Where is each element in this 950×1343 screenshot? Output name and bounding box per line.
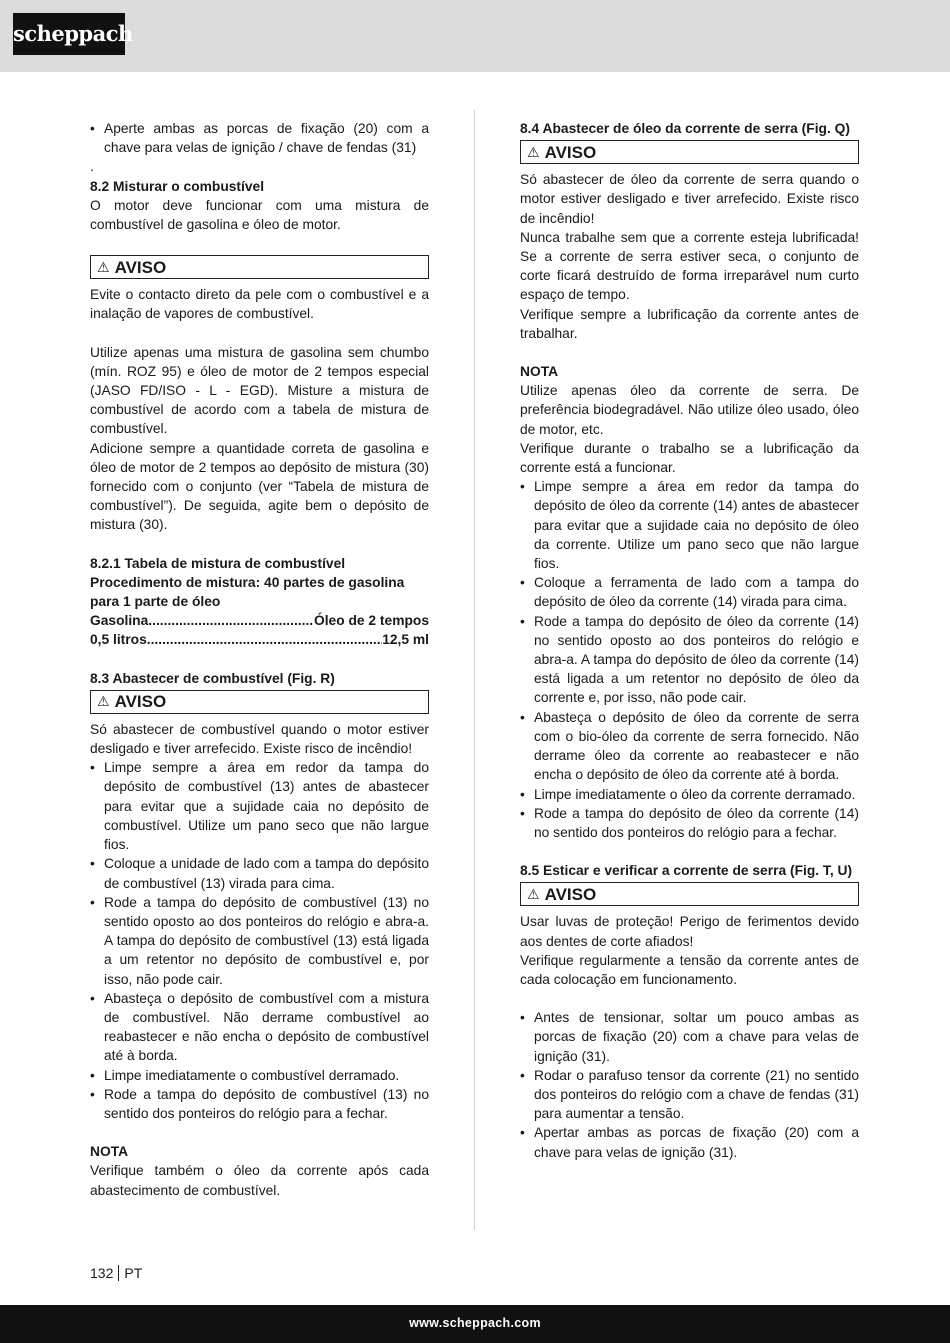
list-item: • Coloque a ferramenta de lado com a tampa do depósito de óleo da corrente (14) virada para cima.	[520, 573, 859, 611]
list-item: • Rode a tampa do depósito de combustível (13) no sentido dos ponteiros do relógio para a fechar.	[90, 1085, 429, 1123]
mixing-procedure: Procedimento de mistura: 40 partes de gasolina para 1 parte de óleo	[90, 574, 405, 610]
paragraph: Só abastecer de óleo da corrente de serra quando o motor estiver desligado e tiver arrefecido. Existe risco de incêndio!	[520, 172, 859, 226]
paragraph: Evite o contacto direto da pele com o combustível e a inalação de vapores de combustível.	[90, 287, 429, 322]
brand-logo: scheppach	[13, 13, 125, 55]
list-item: • Limpe imediatamente o combustível derramado.	[90, 1066, 429, 1085]
section-heading-8-2-1: 8.2.1 Tabela de mistura de combustível	[90, 555, 346, 571]
mix-table-row	[90, 630, 429, 649]
note-heading: NOTA	[520, 364, 559, 380]
left-column	[90, 119, 429, 1200]
section-heading-8-4: 8.4 Abastecer de óleo da corrente de serra (Fig. Q)	[520, 121, 850, 136]
footer-band	[0, 1305, 950, 1343]
list-item: • Rodar o parafuso tensor da corrente (21) no sentido dos ponteiros do relógio com a chave de fendas (31) para aumentar a tensão.	[520, 1066, 859, 1124]
language-code: PT	[124, 1265, 143, 1281]
header-band	[0, 0, 950, 72]
list-item: • Rode a tampa do depósito de óleo da corrente (14) no sentido dos ponteiros do relógio para a fechar.	[520, 804, 859, 842]
list-item: • Rode a tampa do depósito de óleo da corrente (14) no sentido oposto ao dos ponteiros do relógio e abra-a. A tampa do depósito de óleo da corrente (14) está ligada a um retentor no depósito de óleo da corrente e, por isso, não pode cair.	[520, 612, 859, 708]
list-item: • Limpe sempre a área em redor da tampa do depósito de combustível (13) antes de abastecer para evitar que a sujidade caia no depósito de combustível. Utilize um pano seco que não largue fios.	[90, 758, 429, 854]
oil-steps-list	[520, 477, 859, 842]
warning-label: AVISO	[114, 257, 167, 277]
list-item: • Rode a tampa do depósito de combustível (13) no sentido oposto ao dos ponteiros do relógio e abra-a. A tampa do depósito de combustível (13) está ligada a um retentor no depósito de combustível e, por isso, não pode cair.	[90, 893, 429, 989]
note-heading: NOTA	[90, 1144, 129, 1160]
warning-triangle-icon: ⚠	[527, 885, 540, 902]
mix-col-petrol: Gasolina	[90, 613, 149, 629]
mix-petrol-value: 0,5 litros	[90, 632, 147, 648]
paragraph: O motor deve funcionar com uma mistura de combustível de gasolina e óleo de motor.	[90, 197, 429, 233]
mix-oil-value: 12,5 ml	[382, 632, 429, 648]
warning-box	[90, 690, 429, 714]
list-item: • Limpe imediatamente o óleo da corrente derramado.	[520, 785, 859, 804]
paragraph: Usar luvas de proteção! Perigo de ferimentos devido aos dentes de corte afiados!	[520, 914, 859, 949]
column-divider	[474, 110, 475, 1230]
section-heading-8-2: 8.2 Misturar o combustível	[90, 178, 265, 194]
section-heading-8-3: 8.3 Abastecer de combustível (Fig. R)	[90, 670, 335, 686]
list-item: • Antes de tensionar, soltar um pouco ambas as porcas de fixação (20) com a chave para velas de ignição (31).	[520, 1008, 859, 1066]
warning-triangle-icon: ⚠	[527, 143, 540, 160]
warning-box	[90, 255, 429, 279]
warning-label: AVISO	[544, 142, 597, 162]
list-item: • Apertar ambas as porcas de fixação (20) com a chave para velas de ignição (31).	[520, 1123, 859, 1161]
mix-table-header	[90, 611, 429, 630]
section-heading-8-5: 8.5 Esticar e verificar a corrente de serra (Fig. T, U)	[520, 863, 853, 879]
list-item: • Limpe sempre a área em redor da tampa do depósito de óleo da corrente (14) antes de abastecer para evitar que a sujidade caia no depósito de óleo da corrente. Utilize um pano seco que não largue fios.	[520, 477, 859, 573]
paragraph: Só abastecer de combustível quando o motor estiver desligado e tiver arrefecido. Existe risco de incêndio!	[90, 721, 429, 757]
warning-box	[520, 882, 859, 906]
paragraph: Adicione sempre a quantidade correta de gasolina e óleo de motor de 2 tempos ao depósito de mistura (30) fornecido com o conjunto (ver “Tabela de mistura de combustível”). De seguida, agite bem o depósito de mistura (30).	[90, 440, 429, 533]
list-item: • Aperte ambas as porcas de fixação (20) com a chave para velas de ignição / chave de fendas (31)	[90, 119, 429, 157]
paragraph: Nunca trabalhe sem que a corrente esteja lubrificada! Se a corrente de serra estiver seca, o conjunto de corte ficará destruído de forma irreparável num curto espaço de tempo.	[520, 229, 859, 303]
warning-triangle-icon: ⚠	[97, 258, 110, 275]
fuel-steps-list	[90, 758, 429, 1123]
list-item: • Abasteça o depósito de óleo da corrente de serra com o bio-óleo da corrente de serra fornecido. Não derrame óleo da corrente ao reabastecer e não encha o depósito de óleo da corrente até à borda.	[520, 708, 859, 785]
warning-label: AVISO	[544, 884, 597, 904]
note-text: Utilize apenas óleo da corrente de serra. De preferência biodegradável. Não utilize óleo usado, óleo de motor, etc.	[520, 383, 859, 437]
page-number: 132	[90, 1265, 114, 1281]
website-link[interactable]: www.scheppach.com	[409, 1316, 541, 1330]
paragraph: Verifique regularmente a tensão da corrente antes de cada colocação em funcionamento.	[520, 952, 859, 987]
right-column	[520, 119, 859, 1162]
stray-dot: .	[90, 159, 94, 175]
warning-triangle-icon: ⚠	[97, 693, 110, 710]
note-text: Verifique durante o trabalho se a lubrificação da corrente está a funcionar.	[520, 440, 859, 476]
warning-label: AVISO	[114, 692, 167, 712]
mix-col-oil: Óleo de 2 tempos	[313, 613, 429, 629]
paragraph: Utilize apenas uma mistura de gasolina sem chumbo (mín. ROZ 95) e óleo de motor de 2 tempos especial (JASO FD/ISO - L - EGD). Misture a mistura de combustível de acordo com a tabela de mistura de combustível.	[90, 344, 429, 437]
list-item: • Coloque a unidade de lado com a tampa do depósito de combustível (13) virada para cima.	[90, 854, 429, 892]
warning-box	[520, 140, 859, 164]
page-footer	[90, 1264, 142, 1283]
chain-tension-steps-list	[520, 1008, 859, 1162]
note-text: Verifique também o óleo da corrente após cada abastecimento de combustível.	[90, 1163, 429, 1198]
list-item: • Abasteça o depósito de combustível com a mistura de combustível. Não derrame combustível ao reabastecer e não encha o depósito de combustível até à borda.	[90, 989, 429, 1066]
paragraph: Verifique sempre a lubrificação da corrente antes de trabalhar.	[520, 306, 859, 341]
intro-list	[90, 119, 429, 157]
